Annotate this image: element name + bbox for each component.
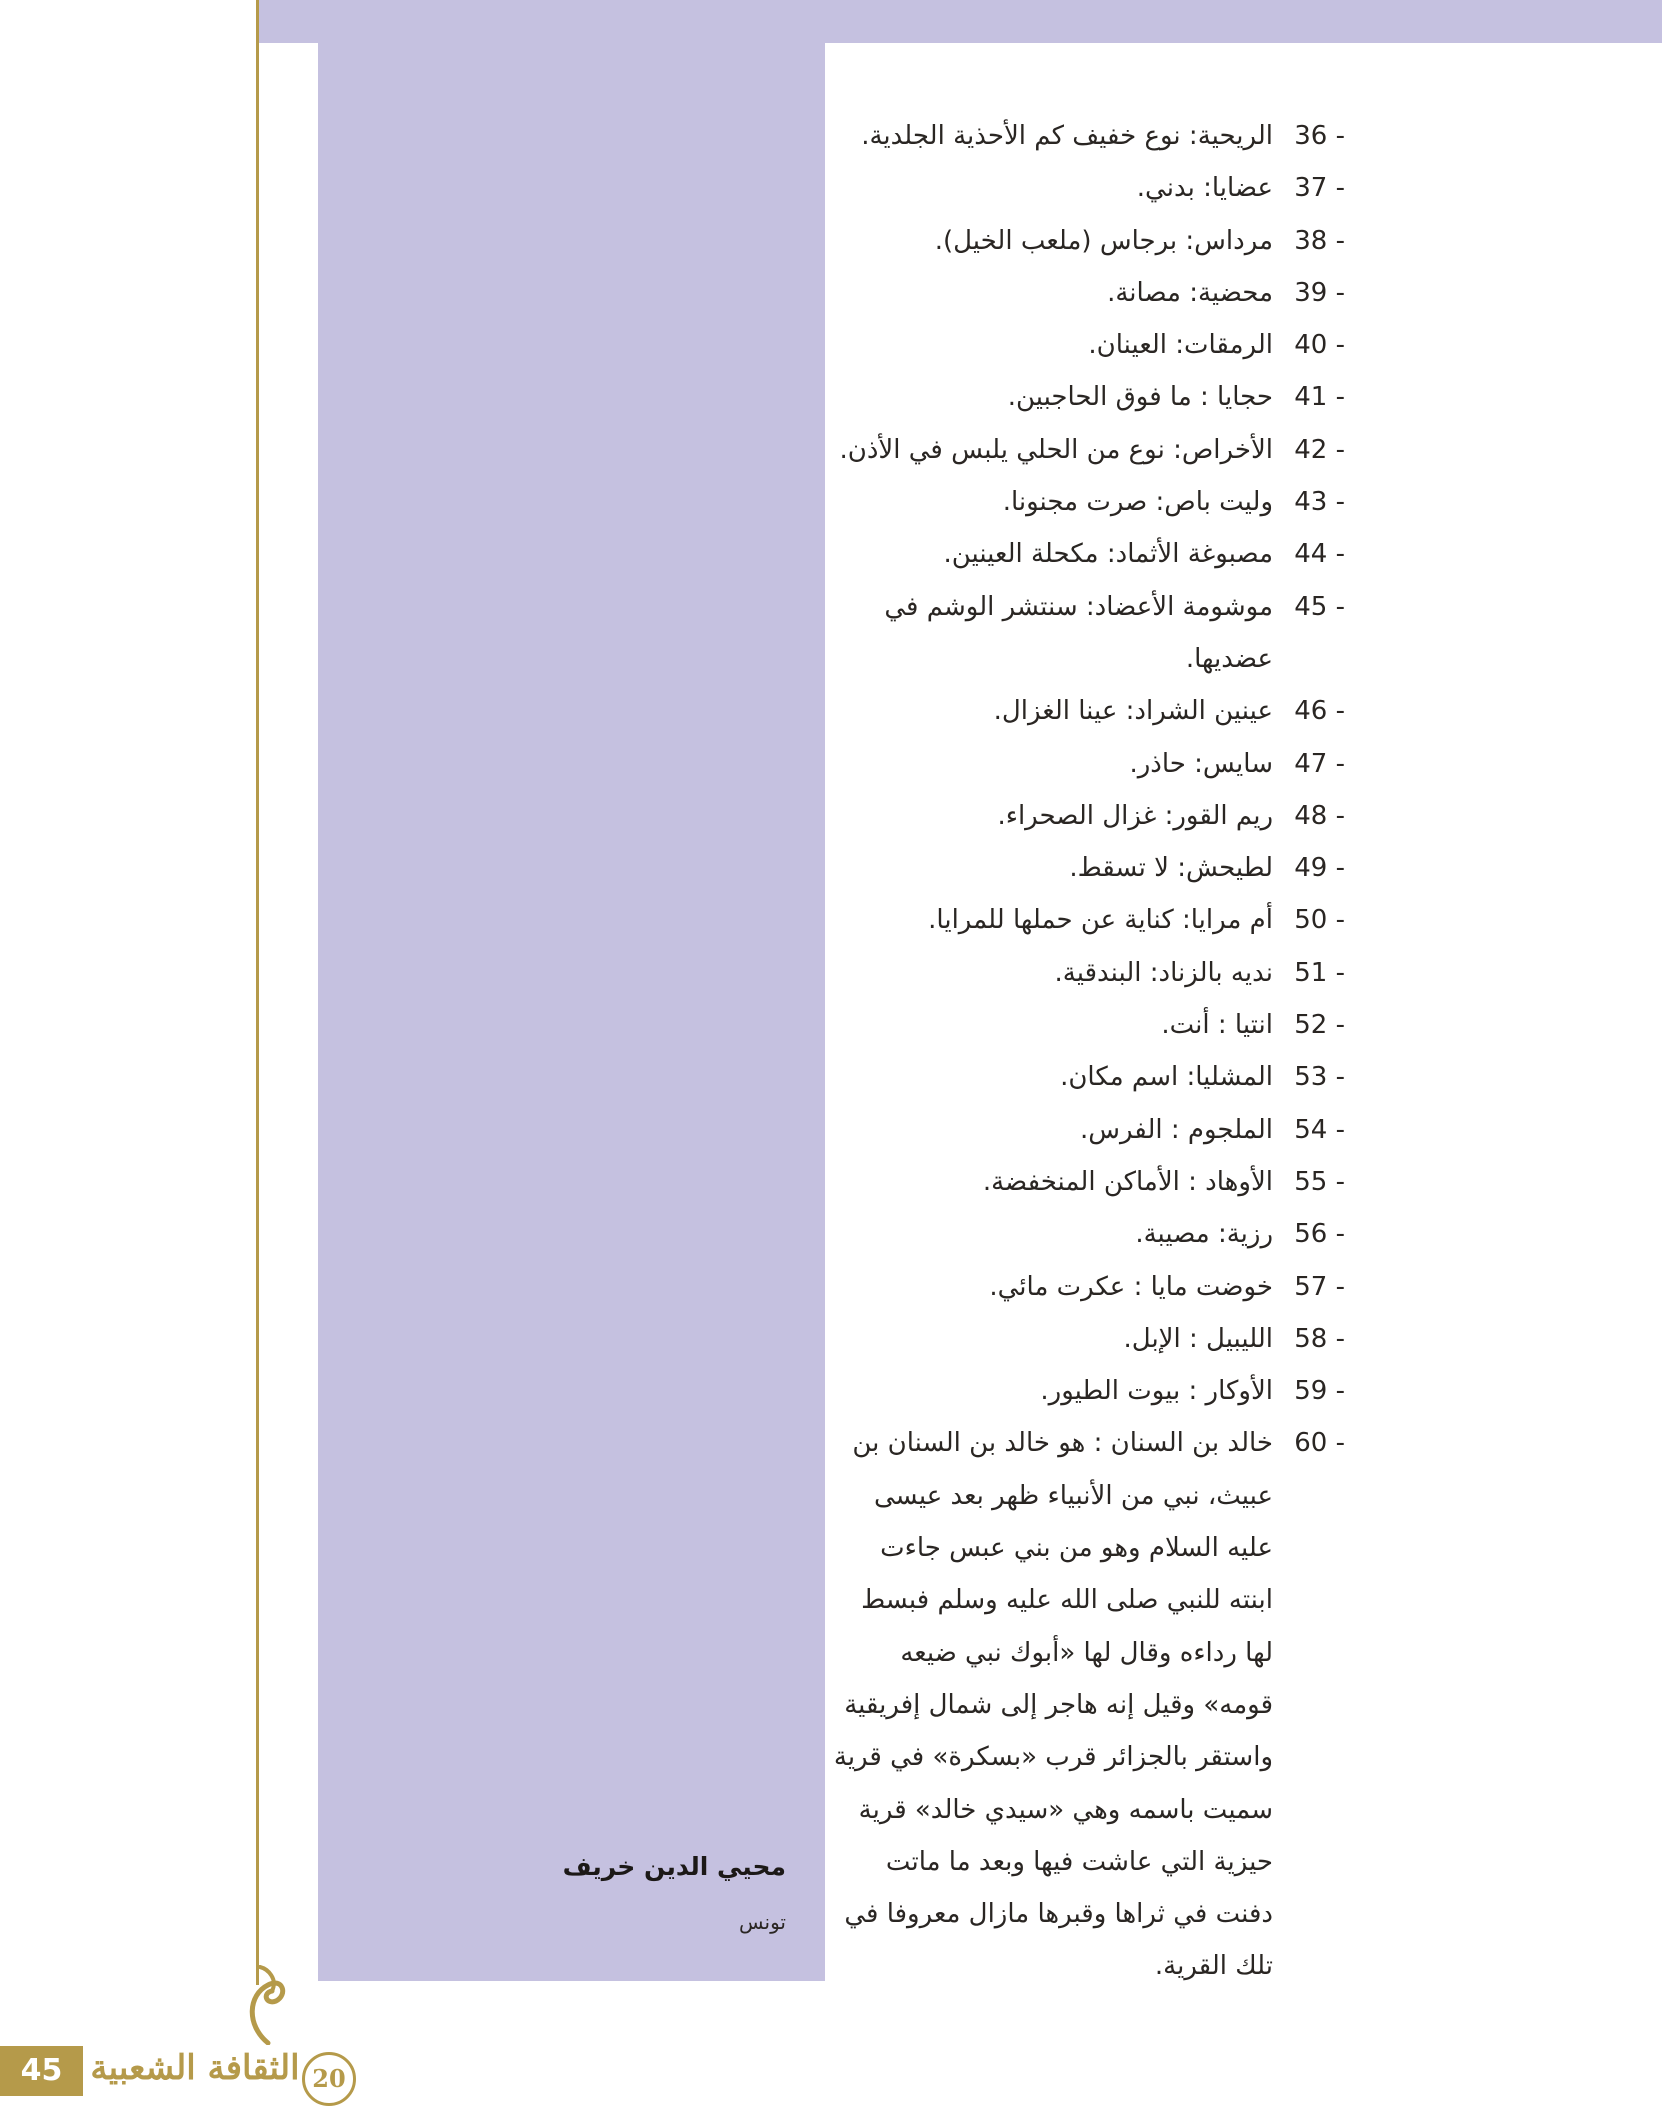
footnote-item [830, 1104, 1345, 1156]
footnote-item [830, 215, 1345, 267]
footnote-item [830, 371, 1345, 423]
footnote-text: الأوهاد : الأماكن المنخفضة. [982, 1166, 1273, 1197]
footnote-item [830, 1208, 1345, 1260]
footnote-item [830, 1261, 1345, 1313]
footnote-text: الأوكار : بيوت الطيور. [1040, 1376, 1273, 1407]
footnote-number: 36 - [1294, 121, 1345, 151]
author-country: تونس [739, 1910, 786, 1934]
footnote-number: 39 - [1294, 277, 1345, 308]
footnote-number: 59 - [1294, 1376, 1345, 1407]
footnote-number: 50 - [1294, 905, 1345, 936]
footnote-number: 60 - [1294, 1428, 1345, 1459]
footnote-item [830, 267, 1345, 319]
footnote-text: حجايا : ما فوق الحاجبين. [1007, 382, 1273, 413]
footnote-number: 56 - [1294, 1219, 1345, 1250]
footnote-item [830, 528, 1345, 580]
anniversary-badge: 20 [302, 2052, 356, 2106]
footnote-number: 53 - [1294, 1062, 1345, 1093]
footnote-text: الليبيل : الإبل. [1123, 1323, 1273, 1354]
footnote-item [830, 424, 1345, 476]
footnote-number: 49 - [1294, 853, 1345, 884]
footnote-item [830, 894, 1345, 946]
footnote-number: 38 - [1294, 225, 1345, 256]
footnote-text: وليت باص: صرت مجنونا. [1002, 487, 1273, 518]
footnote-item [830, 581, 1345, 686]
footnote-item [830, 999, 1345, 1051]
footnote-number: 37 - [1294, 173, 1345, 204]
top-decorative-band [258, 0, 1662, 43]
footnote-number: 52 - [1294, 1010, 1345, 1041]
footnote-item [830, 1051, 1345, 1103]
footnote-number: 41 - [1294, 382, 1345, 413]
footnote-text: المشليا: اسم مكان. [1060, 1062, 1273, 1093]
footnote-item [830, 947, 1345, 999]
gold-vertical-rule [256, 0, 259, 1985]
footnote-text: أم مرايا: كناية عن حملها للمرايا. [928, 905, 1273, 936]
footnote-text: ريم القور: غزال الصحراء. [997, 800, 1273, 831]
footnote-number: 57 - [1294, 1271, 1345, 1302]
footnote-text: سايس: حاذر. [1129, 748, 1273, 779]
footnote-item [830, 1417, 1345, 1992]
calligraphy-swirl-icon [238, 1965, 298, 2045]
footnote-number: 46 - [1294, 696, 1345, 727]
footnote-number: 44 - [1294, 539, 1345, 570]
footnote-text: لطيحش: لا تسقط. [1069, 853, 1273, 884]
footnote-text: الريحية: نوع خفيف كم الأحذية الجلدية. [861, 121, 1273, 151]
footnote-number: 55 - [1294, 1166, 1345, 1197]
page-number: 45 [0, 2046, 83, 2096]
footnote-number: 48 - [1294, 800, 1345, 831]
footnote-number: 45 - [1294, 591, 1345, 622]
footnote-text: عضايا: بدني. [1136, 173, 1273, 204]
footnote-text: الأخراص: نوع من الحلي يلبس في الأذن. [839, 434, 1273, 465]
author-name: محيي الدين خريف [562, 1852, 786, 1881]
footnote-text: نديه بالزناد: البندقية. [1054, 957, 1273, 988]
footnote-text: انتيا : أنت. [1161, 1010, 1273, 1041]
footnote-number: 43 - [1294, 487, 1345, 518]
footnote-text: موشومة الأعضاد: سنتشر الوشم في عضديها. [884, 591, 1273, 674]
footnote-number: 54 - [1294, 1114, 1345, 1145]
side-panel [318, 43, 825, 1981]
footnote-item [830, 476, 1345, 528]
footnote-number: 42 - [1294, 434, 1345, 465]
footnote-text: خالد بن السنان : هو خالد بن السنان بن عبيث، نبي من الأنبياء ظهر بعد عيسى عليه السلام وهو من بني عبس جاءت ابنته للنبي صلى الله عليه وسلم فبسط لها رداءه وقال لها «أبوك نبي ضيعه قومه» وقيل إنه هاجر إلى شمال إفريقية واستقر بالجزائر قرب «بسكرة» في قرية سميت باسمه وهي «سيدي خالد» قرية حيزية التي عاشت فيها وبعد ما ماتت دفنت في ثراها وقبرها مازال معروفا في تلك القرية. [833, 1428, 1273, 1982]
footnote-text: محضية: مصانة. [1107, 277, 1273, 308]
footnote-item [830, 110, 1345, 162]
footnote-item [830, 1313, 1345, 1365]
footnote-item [830, 790, 1345, 842]
footnote-item [830, 1156, 1345, 1208]
footnote-text: مصبوغة الأثماد: مكحلة العينين. [943, 539, 1273, 570]
footnote-item [830, 319, 1345, 371]
footnote-text: خوضت مايا : عكرت مائي. [989, 1271, 1273, 1302]
footnotes-list [830, 110, 1345, 1993]
footnote-text: الملجوم : الفرس. [1079, 1114, 1273, 1145]
footnote-item [830, 162, 1345, 214]
footnote-text: رزية: مصيبة. [1135, 1219, 1273, 1250]
magazine-logo: الثقافة الشعبية [90, 2048, 300, 2088]
footnote-text: عينين الشراد: عينا الغزال. [993, 696, 1273, 727]
footnote-number: 51 - [1294, 957, 1345, 988]
footnote-item [830, 685, 1345, 737]
footnote-item [830, 842, 1345, 894]
footnote-text: الرمقات: العينان. [1088, 330, 1273, 361]
footnote-item [830, 738, 1345, 790]
footnote-number: 40 - [1294, 330, 1345, 361]
footnote-number: 58 - [1294, 1323, 1345, 1354]
footnote-number: 47 - [1294, 748, 1345, 779]
footnote-text: مرداس: برجاس (ملعب الخيل). [934, 225, 1273, 256]
footnote-item [830, 1365, 1345, 1417]
